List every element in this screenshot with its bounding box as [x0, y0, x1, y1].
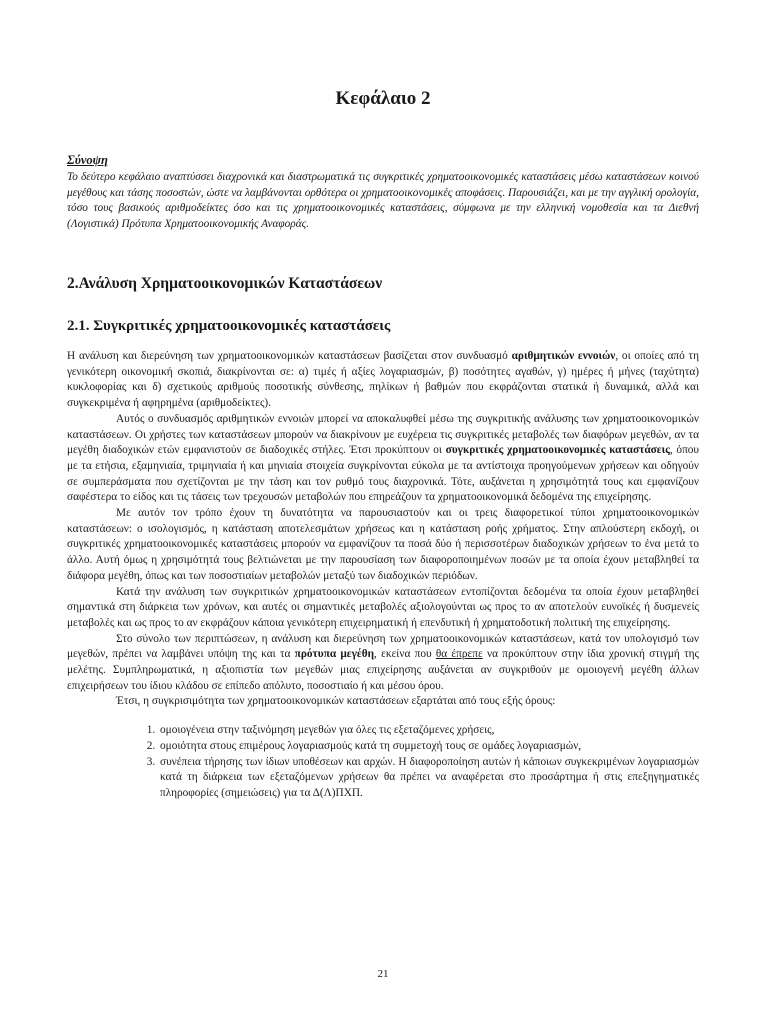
term-standard-figures: πρότυπα μεγέθη	[294, 648, 375, 661]
page-number: 21	[377, 968, 389, 980]
summary-heading: Σύνοψη	[67, 153, 108, 167]
term-comparative-statements: συγκριτικές χρηματοοικονομικές καταστάσεις	[445, 444, 670, 457]
subsection-title: 2.1. Συγκριτικές χρηματοοικονομικές καταστάσεις	[67, 318, 391, 334]
list-item: 3. συνέπεια τήρησης των ίδιων υποθέσεων και αρχών. Η διαφοροποίηση αυτών ή κάποιων συγκεκριμένων λογαριασμών κατά τη διάρκεια των εξεταζόμενων χρήσεων θα πρέπει να αναφέρεται στο προσάρτημα ή στις επεξηγηματικές πληροφορίες (σημειώσεις) για τα Δ(Λ)ΠΧΠ.	[158, 755, 699, 802]
list-item: 2. ομοιότητα στους επιμέρους λογαριασμούς κατά τη συμμετοχή τους σε ομάδες λογαριασμών,	[158, 739, 699, 755]
body-text	[67, 349, 699, 802]
paragraph-6: Έτσι, η συγκρισιμότητα των χρηματοοικονομικών καταστάσεων εξαρτάται από τους εξής όρους:	[116, 695, 556, 708]
underlined-phrase: θα έπρεπε	[435, 648, 483, 661]
term-numeric-concepts: αριθμητικών εννοιών	[511, 350, 616, 362]
document-page	[67, 0, 699, 1024]
paragraph-4: Κατά την ανάλυση των συγκριτικών χρηματοοικονομικών καταστάσεων εντοπίζονται δεδομένα τα οποία έχουν μεταβληθεί σημαντικά στη διάρκεια των χρόνων, και αυτές οι σημαντικές μεταβολές αξιολογούνται ως προς το αν αποτελούν ευνοϊκές ή δυσμενείς μεταβολές και ως προς το αν εκφράζουν κάποια γενικότερη επιχειρηματική ή επενδυτική ή χρηματοδοτική πολιτική της επιχείρησης.	[67, 585, 699, 629]
section-title: 2.Ανάλυση Χρηματοοικονομικών Καταστάσεων	[67, 275, 383, 292]
paragraph-2: Αυτός ο συνδυασμός αριθμητικών εννοιών μπορεί να αποκαλυφθεί μέσω της συγκριτικής ανάλυσης των χρηματοοικονομικών καταστάσεων. Οι χρήστες των καταστάσεων μπορούν να διακρίνουν με ευχέρεια τις συγκριτικές μεταβολές των διαφόρων μεγεθών, αν τα μεγέθη διαδοχικών ετών εμφανιστούν σε διαδοχικές στήλες. Έτσι προκύπτουν οι συγκριτικές χρηματοοικονομικές καταστάσεις, όπου με τα ετήσια, εξαμηνιαία, τριμηνιαία ή και μηνιαία στοιχεία συγκρίνονται εύκολα με τα αντίστοιχα προηγούμενων χρήσεων και οδηγούν σε συμπεράσματα που σχετίζονται με την τάση και τον ρυθμό τους διαχρονικά. Τότε, αυξάνεται η χρησιμότητά τους και εμφανίζουν σαφέστερα το είδος και τις τάσεις των τρεχουσών μεταβολών που επηρεάζουν τα χρηματοοικονομικά δεδομένα της επιχείρησης.	[67, 412, 700, 504]
paragraph-5: Στο σύνολο των περιπτώσεων, η ανάλυση και διερεύνηση των χρηματοοικονομικών καταστάσεων, κατά τον υπολογισμό των μεγεθών, πρέπει να λαμβάνει υπόψη της και τα πρότυπα μεγέθη, εκείνα που θα έπρεπε να προκύπτουν στην ίδια χρονική στιγμή της μελέτης. Συμπληρωματικά, η αξιοπιστία των μεγεθών μιας επιχείρησης αυξάνεται αν συγκριθούν με ομοιογενή μεγέθη άλλων επιχειρήσεων του ίδιου κλάδου σε επίπεδο απόλυτο, ποσοστιαίο ή και μέσου όρου.	[67, 632, 699, 692]
chapter-title: Κεφάλαιο 2	[335, 88, 431, 109]
conditions-list	[67, 723, 699, 802]
paragraph-1: Η ανάλυση και διερεύνηση των χρηματοοικονομικών καταστάσεων βασίζεται στον συνδυασμό αριθμητικών εννοιών, οι οποίες από τη γενικότερη οικονομική σκοπιά, διακρίνονται σε: α) τιμές ή αξίες λογαριασμών, β) ποσότητες αγαθών, γ) ημέρες ή μήνες (ταχύτητα) κυκλοφορίας και δ) σχετικούς αριθμούς ποσοτικής σύνθεσης, πηλίκων ή βαθμών που εκφράζονται στατικά ή δυναμικά, αλλά και συγκεκριμένα ή αφηρημένα (αριθμοδείκτες).	[67, 350, 699, 410]
summary-text: Το δεύτερο κεφάλαιο αναπτύσσει διαχρονικά και διαστρωματικά τις συγκριτικές χρηματοοικονομικές καταστάσεις μέσω καταστάσεων κοινού μεγέθους και τάσης ποσοστών, ώστε να λαμβάνονται ορθότερα οι χρηματοοικονομικές αποφάσεις. Παρουσιάζει, και με την αγγλική ορολογία, τόσο τους βασικούς αριθμοδείκτες όσο και τις χρηματοοικονομικές καταστάσεις, σύμφωνα με την ελληνική νομοθεσία και τα Διεθνή (Λογιστικά) Πρότυπα Χρηματοοικονομικής Αναφοράς.	[67, 171, 699, 230]
list-item: 1. ομοιογένεια στην ταξινόμηση μεγεθών για όλες τις εξεταζόμενες χρήσεις,	[158, 723, 699, 739]
paragraph-3: Με αυτόν τον τρόπο έχουν τη δυνατότητα να παρουσιαστούν και οι τρεις διαφορετικοί τύποι χρηματοοικονομικών καταστάσεων: ο ισολογισμός, η κατάσταση αποτελεσμάτων χρήσεως και η κατάσταση ροής χρήματος. Στην απλούστερη εκδοχή, οι συγκριτικές χρηματοοικονομικές καταστάσεις μπορούν να εμφανίζουν τα ποσά δύο ή περισσοτέρων διαδοχικών χρήσεων το ένα μετά το άλλο. Αυτή όμως η χρησιμότητά τους βελτιώνεται με την παρουσίαση των διαφοροποιημένων ποσών με τα οποία έχουν μεταβληθεί τα διάφορα μεγέθη, όπως και των ποσοστιαίων μεταβολών μεταξύ των διαδοχικών περιόδων.	[67, 507, 699, 582]
